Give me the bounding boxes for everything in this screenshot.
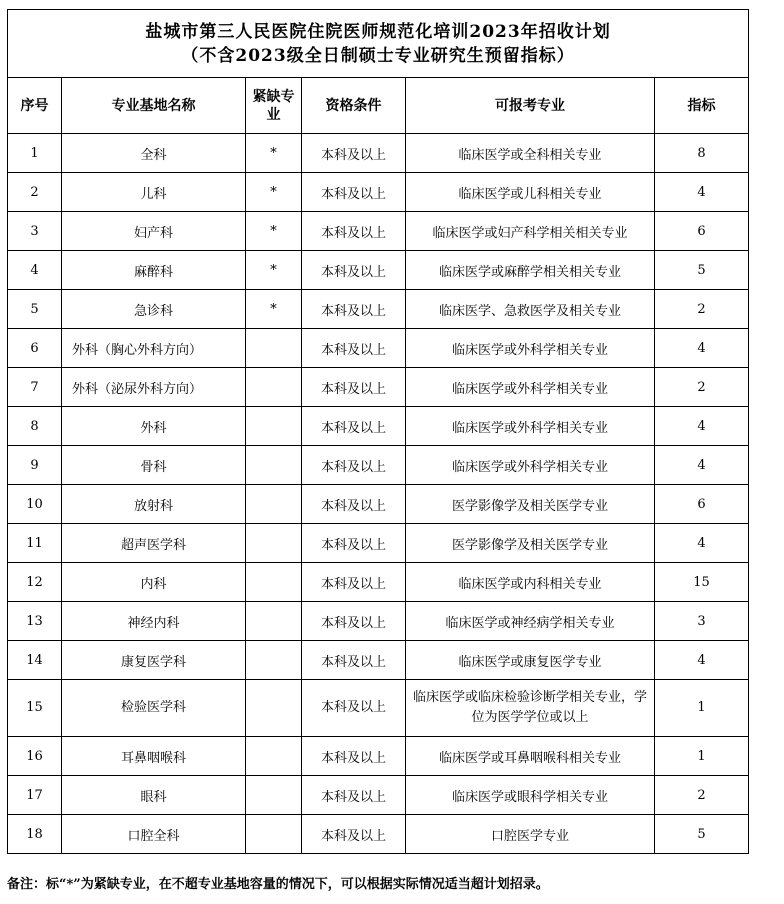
cell-qualification: 本科及以上 [302,173,406,212]
cell-index: 8 [8,407,62,446]
cell-index: 10 [8,485,62,524]
cell-shortage-mark: * [246,212,302,251]
cell-qualification: 本科及以上 [302,815,406,854]
cell-quota: 5 [655,815,749,854]
table-row [8,737,749,776]
cell-base-name: 神经内科 [62,602,246,641]
cell-base-name: 口腔全科 [62,815,246,854]
table-row [8,602,749,641]
table-row [8,524,749,563]
cell-qualification: 本科及以上 [302,251,406,290]
title-line-2: （不含2023级全日制硕士专业研究生预留指标） [181,45,575,66]
cell-qualification: 本科及以上 [302,524,406,563]
cell-shortage-mark: * [246,251,302,290]
cell-quota: 2 [655,776,749,815]
cell-base-name: 内科 [62,563,246,602]
cell-eligible-majors: 临床医学或外科学相关专业 [406,368,655,407]
cell-base-name: 检验医学科 [62,680,246,737]
cell-shortage-mark: * [246,173,302,212]
cell-eligible-majors: 临床医学、急救医学及相关专业 [406,290,655,329]
cell-qualification: 本科及以上 [302,563,406,602]
cell-index: 6 [8,329,62,368]
plan-sheet [7,9,748,854]
cell-eligible-majors: 临床医学或妇产科学相关相关专业 [406,212,655,251]
cell-qualification: 本科及以上 [302,212,406,251]
cell-quota: 4 [655,173,749,212]
cell-index: 17 [8,776,62,815]
cell-base-name: 眼科 [62,776,246,815]
table-row [8,485,749,524]
cell-qualification: 本科及以上 [302,329,406,368]
cell-index: 15 [8,680,62,737]
cell-qualification: 本科及以上 [302,446,406,485]
cell-index: 16 [8,737,62,776]
cell-quota: 4 [655,446,749,485]
cell-base-name: 耳鼻咽喉科 [62,737,246,776]
table-row [8,329,749,368]
table-row [8,134,749,173]
cell-shortage-mark [246,329,302,368]
cell-shortage-mark [246,485,302,524]
table-row [8,212,749,251]
cell-quota: 1 [655,737,749,776]
cell-base-name: 妇产科 [62,212,246,251]
cell-eligible-majors: 临床医学或眼科学相关专业 [406,776,655,815]
cell-eligible-majors: 临床医学或耳鼻咽喉科相关专业 [406,737,655,776]
cell-qualification: 本科及以上 [302,737,406,776]
cell-index: 5 [8,290,62,329]
cell-index: 2 [8,173,62,212]
cell-index: 7 [8,368,62,407]
header-majors: 可报考专业 [406,78,655,134]
cell-base-name: 超声医学科 [62,524,246,563]
cell-shortage-mark [246,680,302,737]
cell-base-name: 外科（泌尿外科方向） [62,368,246,407]
cell-quota: 2 [655,290,749,329]
cell-index: 14 [8,641,62,680]
cell-shortage-mark [246,815,302,854]
cell-quota: 15 [655,563,749,602]
header-base: 专业基地名称 [62,78,246,134]
cell-eligible-majors: 医学影像学及相关医学专业 [406,485,655,524]
cell-quota: 6 [655,212,749,251]
cell-eligible-majors: 医学影像学及相关医学专业 [406,524,655,563]
title-line-1: 盐城市第三人民医院住院医师规范化培训2023年招收计划 [145,21,611,42]
header-index: 序号 [8,78,62,134]
cell-qualification: 本科及以上 [302,485,406,524]
footnote: 备注：标“*”为紧缺专业，在不超专业基地容量的情况下，可以根据实际情况适当超计划招录。 [7,877,549,892]
cell-eligible-majors: 临床医学或麻醉学相关相关专业 [406,251,655,290]
cell-shortage-mark [246,563,302,602]
header-quota: 指标 [655,78,749,134]
cell-quota: 1 [655,680,749,737]
cell-quota: 5 [655,251,749,290]
cell-eligible-majors: 临床医学或康复医学专业 [406,641,655,680]
cell-index: 4 [8,251,62,290]
cell-base-name: 外科 [62,407,246,446]
cell-eligible-majors: 临床医学或全科相关专业 [406,134,655,173]
cell-base-name: 急诊科 [62,290,246,329]
cell-eligible-majors: 临床医学或内科相关专业 [406,563,655,602]
table-row [8,680,749,737]
table-row [8,173,749,212]
cell-shortage-mark [246,524,302,563]
cell-eligible-majors: 临床医学或外科学相关专业 [406,446,655,485]
header-shortage: 紧缺专业 [246,78,302,134]
cell-shortage-mark [246,641,302,680]
cell-quota: 6 [655,485,749,524]
cell-index: 3 [8,212,62,251]
cell-base-name: 麻醉科 [62,251,246,290]
cell-quota: 8 [655,134,749,173]
cell-qualification: 本科及以上 [302,776,406,815]
cell-base-name: 儿科 [62,173,246,212]
cell-shortage-mark [246,776,302,815]
table-row [8,563,749,602]
cell-quota: 4 [655,524,749,563]
cell-eligible-majors: 临床医学或儿科相关专业 [406,173,655,212]
cell-index: 13 [8,602,62,641]
cell-qualification: 本科及以上 [302,407,406,446]
header-qualification: 资格条件 [302,78,406,134]
recruitment-table [7,9,749,854]
cell-qualification: 本科及以上 [302,641,406,680]
cell-quota: 4 [655,641,749,680]
cell-qualification: 本科及以上 [302,368,406,407]
cell-base-name: 全科 [62,134,246,173]
cell-shortage-mark: * [246,134,302,173]
cell-shortage-mark [246,446,302,485]
table-row [8,368,749,407]
table-row [8,641,749,680]
table-title [8,10,749,78]
cell-eligible-majors: 临床医学或临床检验诊断学相关专业，学位为医学学位或以上 [406,680,655,737]
cell-index: 11 [8,524,62,563]
cell-eligible-majors: 口腔医学专业 [406,815,655,854]
cell-shortage-mark [246,737,302,776]
cell-base-name: 康复医学科 [62,641,246,680]
cell-qualification: 本科及以上 [302,290,406,329]
cell-eligible-majors: 临床医学或外科学相关专业 [406,329,655,368]
table-body [8,134,749,854]
cell-qualification: 本科及以上 [302,134,406,173]
cell-base-name: 外科（胸心外科方向） [62,329,246,368]
cell-index: 9 [8,446,62,485]
table-row [8,407,749,446]
table-row [8,290,749,329]
cell-shortage-mark [246,368,302,407]
cell-quota: 2 [655,368,749,407]
table-row [8,446,749,485]
cell-base-name: 骨科 [62,446,246,485]
cell-qualification: 本科及以上 [302,602,406,641]
cell-eligible-majors: 临床医学或神经病学相关专业 [406,602,655,641]
table-row [8,815,749,854]
cell-index: 18 [8,815,62,854]
cell-quota: 4 [655,329,749,368]
cell-base-name: 放射科 [62,485,246,524]
table-row [8,776,749,815]
cell-eligible-majors: 临床医学或外科学相关专业 [406,407,655,446]
header-row [8,78,749,134]
cell-quota: 3 [655,602,749,641]
cell-qualification: 本科及以上 [302,680,406,737]
cell-shortage-mark [246,602,302,641]
cell-index: 1 [8,134,62,173]
cell-index: 12 [8,563,62,602]
cell-quota: 4 [655,407,749,446]
cell-shortage-mark: * [246,290,302,329]
cell-shortage-mark [246,407,302,446]
table-row [8,251,749,290]
